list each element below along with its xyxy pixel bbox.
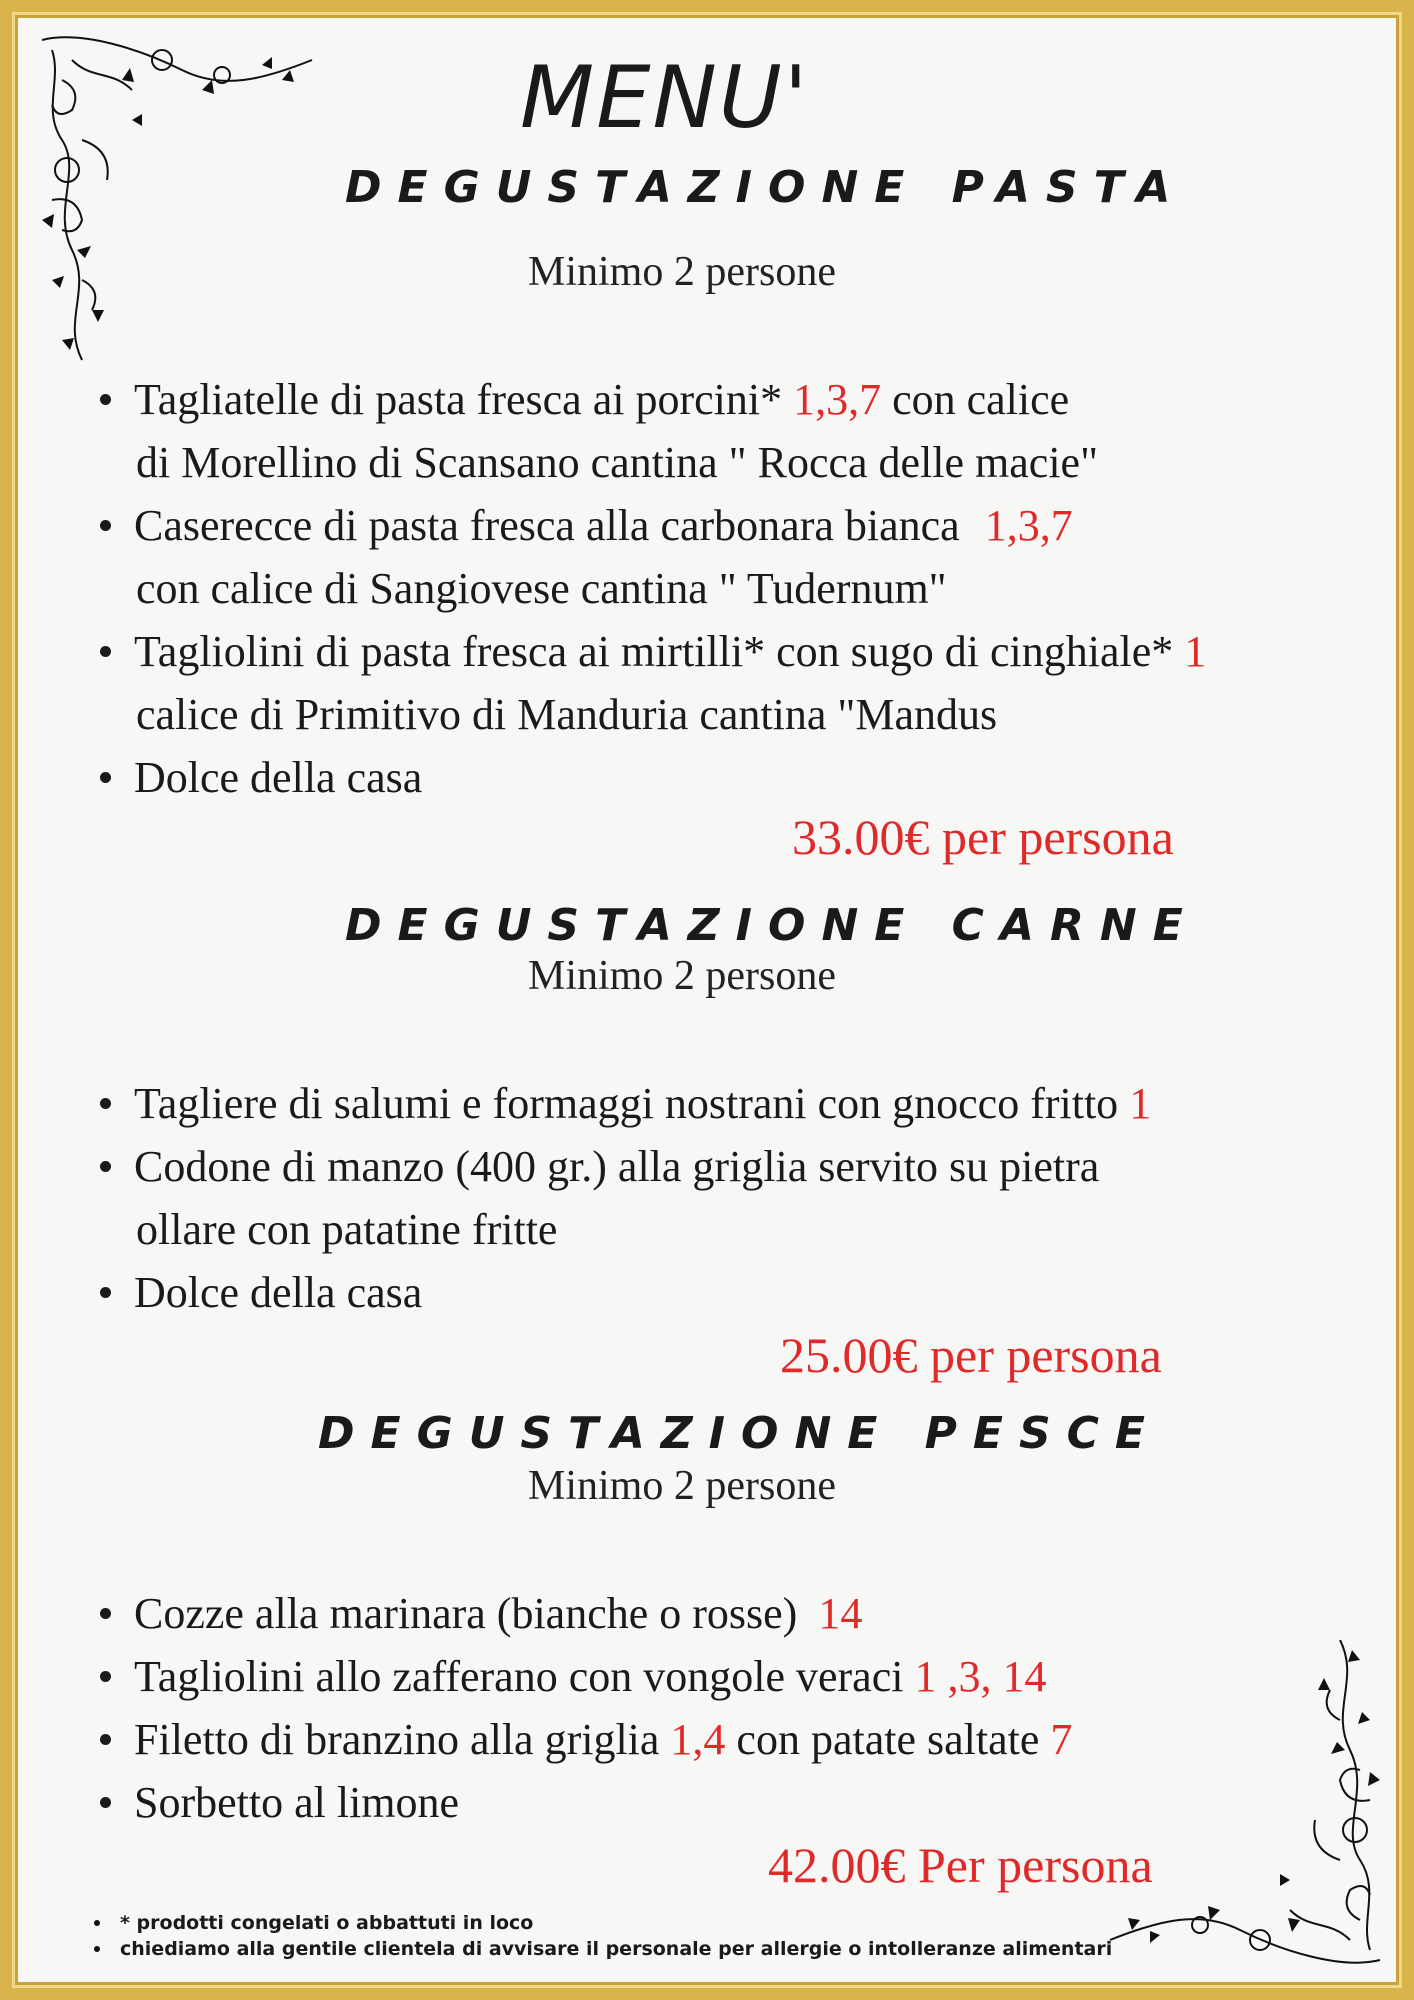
section-subtitle-pesce: Minimo 2 persone <box>528 1463 836 1509</box>
list-item: Dolce della casa <box>100 1261 1330 1324</box>
list-item: Caserecce di pasta fresca alla carbonara bianca 1,3,7 con calice di Sangiovese cantina " Tudernum" <box>100 494 1330 620</box>
footnotes <box>88 1910 1112 1962</box>
floral-ornament-top-left-icon <box>22 20 322 370</box>
footnote-allergies: chiediamo alla gentile clientela di avvisare il personale per allergie o intolleranze alimentari <box>88 1936 1112 1962</box>
price-pasta: 33.00€ per persona <box>792 809 1174 865</box>
list-item: Sorbetto al limone <box>100 1771 1330 1834</box>
pesce-item-list <box>100 1582 1330 1834</box>
carne-item-list <box>100 1072 1330 1324</box>
list-item: Cozze alla marinara (bianche o rosse) 14 <box>100 1582 1330 1645</box>
list-item: Codone di manzo (400 gr.) alla griglia servito su pietra ollare con patatine fritte <box>100 1135 1330 1261</box>
section-title-pesce: DEGUSTAZIONE PESCE <box>318 1408 1161 1459</box>
list-item: Filetto di branzino alla griglia 1,4 con patate saltate 7 <box>100 1708 1330 1771</box>
list-item: Dolce della casa <box>100 746 1330 809</box>
pasta-item-list <box>100 368 1330 809</box>
list-item: Tagliatelle di pasta fresca ai porcini* 1,3,7 con calice di Morellino di Scansano cantina " Rocca delle macie" <box>100 368 1330 494</box>
menu-title: MENU' <box>520 48 810 148</box>
section-title-carne: DEGUSTAZIONE CARNE <box>345 900 1199 951</box>
section-subtitle-pasta: Minimo 2 persone <box>528 249 836 295</box>
price-pesce: 42.00€ Per persona <box>768 1837 1153 1893</box>
price-carne: 25.00€ per persona <box>780 1327 1162 1383</box>
footnote-frozen-products: * prodotti congelati o abbattuti in loco <box>88 1910 1112 1936</box>
list-item: Tagliere di salumi e formaggi nostrani con gnocco fritto 1 <box>100 1072 1330 1135</box>
section-title-pasta: DEGUSTAZIONE PASTA <box>345 162 1187 213</box>
list-item: Tagliolini allo zafferano con vongole veraci 1 ,3, 14 <box>100 1645 1330 1708</box>
section-subtitle-carne: Minimo 2 persone <box>528 953 836 999</box>
list-item: Tagliolini di pasta fresca ai mirtilli* con sugo di cinghiale* 1 calice di Primitivo di Manduria cantina "Mandus <box>100 620 1330 746</box>
